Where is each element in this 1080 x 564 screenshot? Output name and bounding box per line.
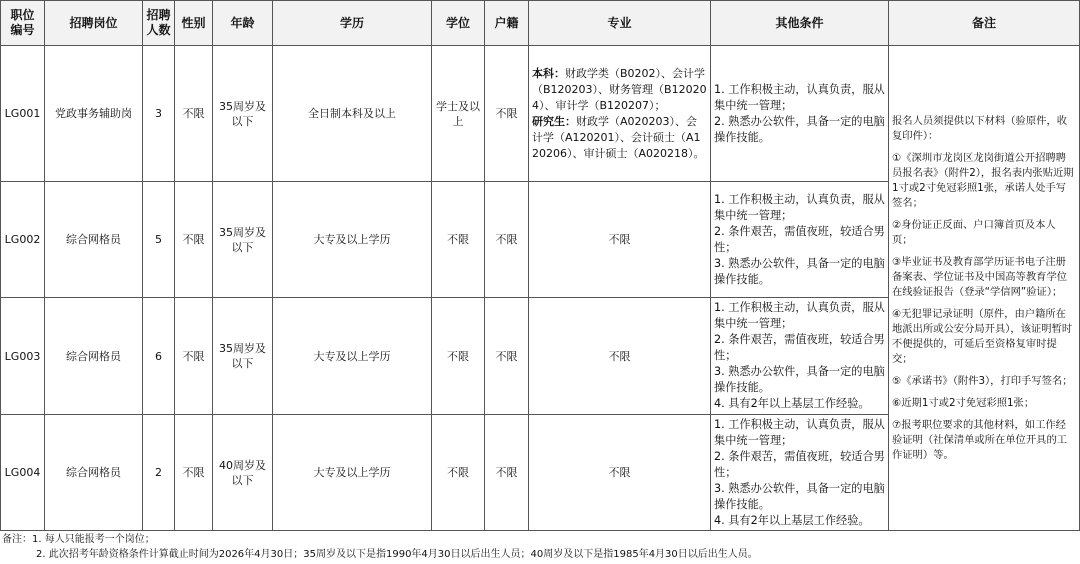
cell-remarks — [889, 46, 1080, 531]
footnote-line-1 — [2, 532, 1078, 547]
condition-line: 2. 条件艰苦，需值夜班，较适合男性； — [714, 333, 885, 362]
cell-gender: 不限 — [175, 415, 213, 531]
cell-age: 40周岁及以下 — [213, 415, 273, 531]
footnote-label: 备注： — [2, 534, 32, 545]
header-remarks: 备注 — [889, 1, 1080, 46]
cell-education: 大专及以上学历 — [273, 298, 432, 415]
footnote-2: 2. 此次招考年龄资格条件计算截止时间为2026年4月30日；35周岁及以下是指1990年4月30日以后出生人员；40周岁及以下是指1985年4月30日以后出生人员。 — [36, 549, 758, 560]
cell-count: 6 — [143, 298, 175, 415]
condition-line: 1. 工作积极主动，认真负责，服从集中统一管理； — [714, 301, 885, 330]
condition-line: 4. 具有2年以上基层工作经验。 — [714, 397, 870, 410]
condition-line: 3. 熟悉办公软件，具备一定的电脑操作技能。 — [714, 256, 885, 286]
cell-degree: 学士及以上 — [432, 46, 485, 182]
cell-education: 全日制本科及以上 — [273, 46, 432, 182]
cell-code: LG003 — [1, 298, 45, 415]
header-hukou: 户籍 — [485, 1, 529, 46]
header-major: 专业 — [529, 1, 711, 46]
major-graduate-label: 研究生： — [532, 114, 576, 128]
condition-line: 1. 工作积极主动，认真负责，服从集中统一管理； — [714, 82, 885, 112]
cell-gender: 不限 — [175, 298, 213, 415]
header-age: 年龄 — [213, 1, 273, 46]
cell-hukou: 不限 — [485, 46, 529, 182]
cell-degree: 不限 — [432, 298, 485, 415]
cell-gender: 不限 — [175, 182, 213, 298]
cell-position: 综合网格员 — [45, 415, 143, 531]
major-graduate-text: 财政学（A020203）、会计学（A120201）、会计硕士（A120206）、审计硕士（A020218）。 — [532, 114, 705, 160]
footnotes — [2, 532, 1078, 562]
cell-code: LG001 — [1, 46, 45, 182]
remark-item: ⑦报考职位要求的其他材料，如工作经验证明（社保清单或所在单位开具的工作证明）等。 — [892, 418, 1068, 461]
condition-line: 1. 工作积极主动，认真负责，服从集中统一管理； — [714, 192, 885, 222]
cell-education: 大专及以上学历 — [273, 182, 432, 298]
header-code: 职位 编号 — [1, 1, 45, 46]
cell-major: 不限 — [529, 415, 711, 531]
cell-age: 35周岁及以下 — [213, 46, 273, 182]
remark-item: ⑤《承诺书》（附件3），打印手写签名； — [892, 374, 1073, 387]
cell-degree: 不限 — [432, 415, 485, 531]
cell-hukou: 不限 — [485, 415, 529, 531]
cell-conditions — [711, 415, 889, 531]
cell-degree: 不限 — [432, 182, 485, 298]
cell-hukou: 不限 — [485, 298, 529, 415]
header-other-conditions: 其他条件 — [711, 1, 889, 46]
condition-line: 1. 工作积极主动，认真负责，服从集中统一管理； — [714, 417, 885, 447]
major-undergrad-text: 财政学类（B0202）、会计学（B120203）、财务管理（B120204）、审计学（B120207）； — [532, 66, 707, 112]
header-education: 学历 — [273, 1, 432, 46]
cell-gender: 不限 — [175, 46, 213, 182]
cell-major: 不限 — [529, 182, 711, 298]
remark-item: ④无犯罪记录证明（原件，由户籍所在地派出所或公安分局开具），该证明暂时不便提供的，可延后至资格复审时提交； — [892, 307, 1073, 365]
remark-item: ③毕业证书及教育部学历证书电子注册备案表、学位证书及中国高等教育学位在线验证报告（登录“学信网”验证）； — [892, 255, 1068, 298]
cell-hukou: 不限 — [485, 182, 529, 298]
header-row — [1, 1, 1080, 46]
cell-conditions — [711, 182, 889, 298]
cell-code: LG002 — [1, 182, 45, 298]
header-gender: 性别 — [175, 1, 213, 46]
table-row — [1, 46, 1080, 182]
cell-count: 5 — [143, 182, 175, 298]
header-position: 招聘岗位 — [45, 1, 143, 46]
condition-line: 2. 条件艰苦，需值夜班，较适合男性； — [714, 449, 885, 479]
cell-code: LG004 — [1, 415, 45, 531]
major-undergrad-label: 本科： — [532, 66, 565, 80]
cell-position: 综合网格员 — [45, 182, 143, 298]
condition-line: 4. 具有2年以上基层工作经验。 — [714, 513, 870, 527]
remark-item: ①《深圳市龙岗区龙岗街道公开招聘聘员报名表》（附件2），报名表内张贴近期1寸或2寸免冠彩照1张，承诺人处手写签名； — [892, 151, 1074, 209]
condition-line: 3. 熟悉办公软件，具备一定的电脑操作技能。 — [714, 365, 885, 394]
condition-line: 2. 熟悉办公软件，具备一定的电脑操作技能。 — [714, 114, 885, 144]
cell-major: 不限 — [529, 298, 711, 415]
header-count: 招聘 人数 — [143, 1, 175, 46]
condition-line: 2. 条件艰苦，需值夜班，较适合男性； — [714, 224, 885, 254]
cell-conditions — [711, 298, 889, 415]
cell-conditions — [711, 46, 889, 182]
cell-position: 综合网格员 — [45, 298, 143, 415]
header-degree: 学位 — [432, 1, 485, 46]
cell-major — [529, 46, 711, 182]
cell-education: 大专及以上学历 — [273, 415, 432, 531]
remark-item: ②身份证正反面、户口簿首页及本人页； — [892, 218, 1056, 246]
cell-position: 党政事务辅助岗 — [45, 46, 143, 182]
remark-item: 报名人员须提供以下材料（验原件，收复印件）： — [892, 114, 1068, 142]
condition-line: 3. 熟悉办公软件，具备一定的电脑操作技能。 — [714, 481, 885, 511]
cell-count: 3 — [143, 46, 175, 182]
cell-age: 35周岁及以下 — [213, 182, 273, 298]
footnote-1: 1. 每人只能报考一个岗位； — [32, 534, 155, 545]
remark-item: ⑥近期1寸或2寸免冠彩照1张； — [892, 396, 1035, 409]
cell-count: 2 — [143, 415, 175, 531]
cell-age: 35周岁及以下 — [213, 298, 273, 415]
